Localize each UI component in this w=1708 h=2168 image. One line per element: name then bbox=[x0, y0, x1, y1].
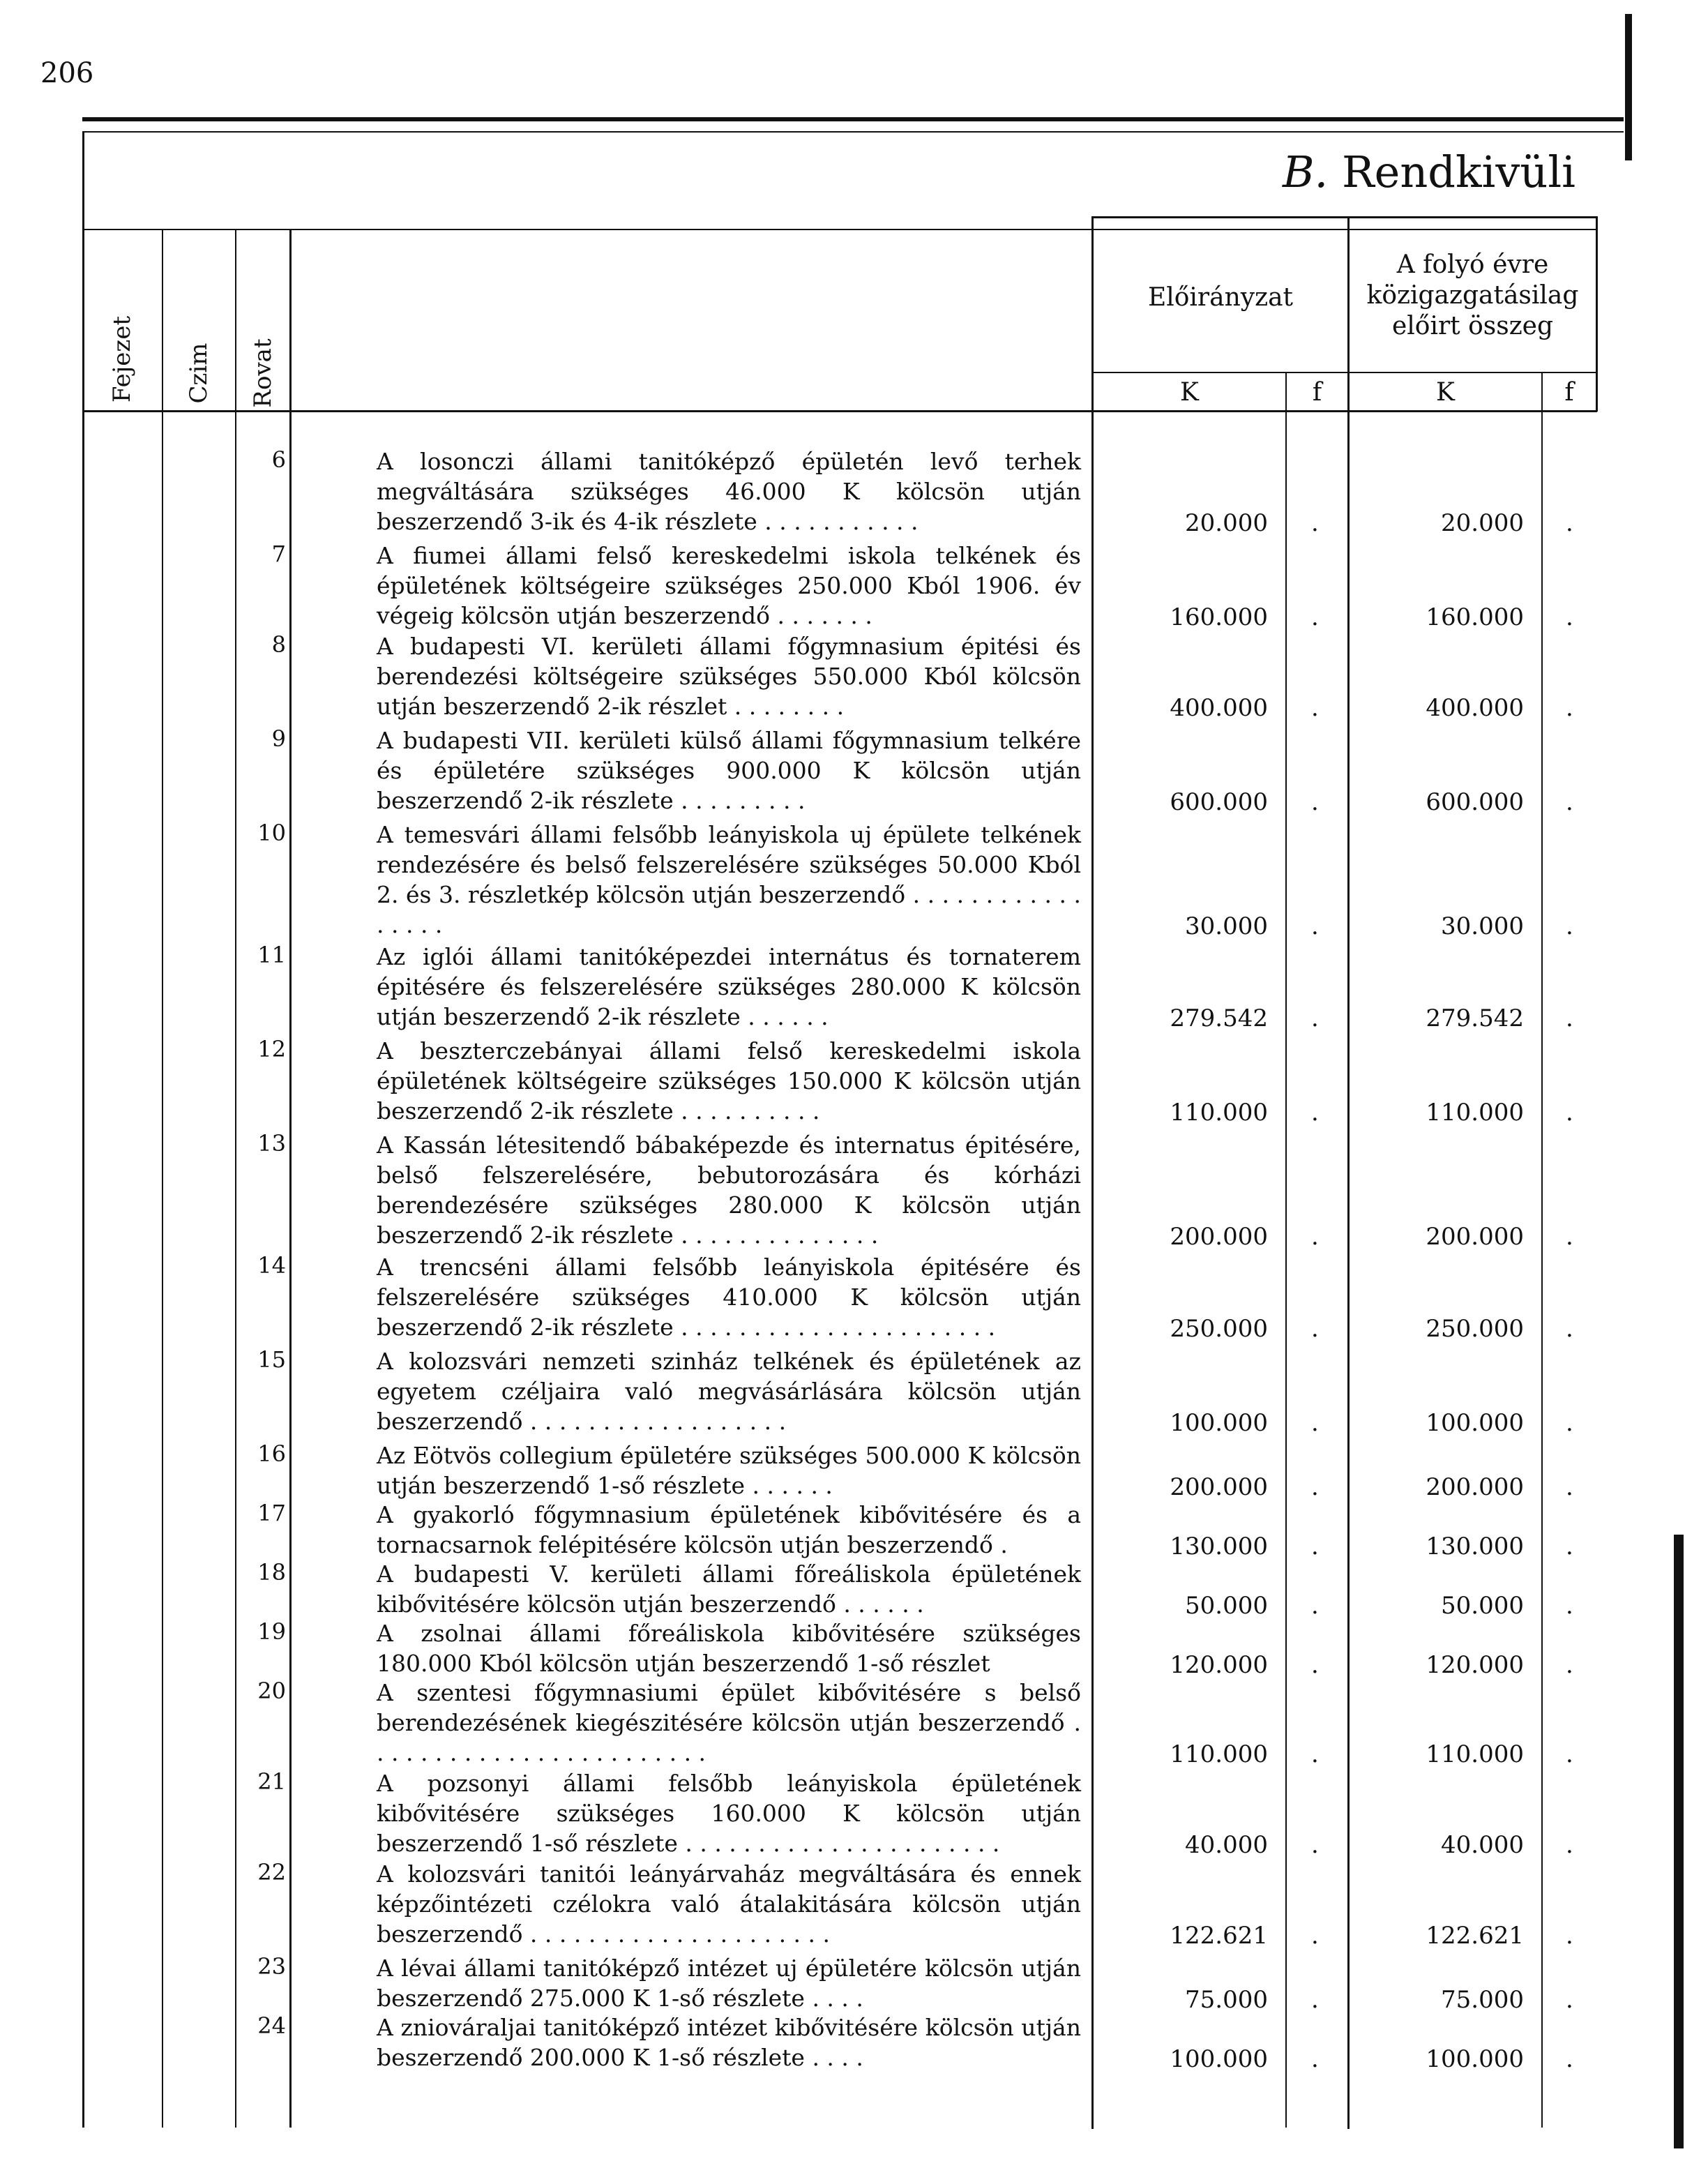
amount-eloiranyzat: 279.542 bbox=[1170, 1004, 1268, 1032]
filler-eloirt: . bbox=[1566, 788, 1573, 816]
amount-eloirt: 160.000 bbox=[1426, 603, 1524, 631]
row-description: A losonczi állami tanitóképző épületén levő terhek megváltására szükséges 46.000 K kölcsön utján beszerzendő 3-ik és 4-ik részlete . . . . . . . . . . . bbox=[377, 448, 1081, 535]
row-number: 7 bbox=[271, 541, 286, 567]
amount-eloiranyzat: 75.000 bbox=[1185, 1986, 1268, 2014]
filler-eloiranyzat: . bbox=[1311, 1986, 1319, 2014]
amount-eloirt: 30.000 bbox=[1441, 912, 1524, 940]
amount-eloirt: 100.000 bbox=[1426, 1409, 1524, 1437]
amount-eloirt: 120.000 bbox=[1426, 1651, 1524, 1679]
filler-eloirt: . bbox=[1566, 1315, 1573, 1343]
amount-eloirt: 250.000 bbox=[1426, 1315, 1524, 1343]
amount-eloiranyzat: 20.000 bbox=[1185, 509, 1268, 537]
page-number: 206 bbox=[40, 57, 94, 89]
filler-eloirt: . bbox=[1566, 1831, 1573, 1859]
amount-eloiranyzat: 30.000 bbox=[1185, 912, 1268, 940]
row-description: A lévai állami tanitóképző intézet uj épületére kölcsön utján beszerzendő 275.000 K 1-ső részlete . . . . bbox=[377, 1955, 1081, 2012]
row-description: A pozsonyi állami felsőbb leányiskola épületének kibővitésére szükséges 160.000 K kölcsön utján beszerzendő 1-ső részlete . . . . . . . . . . . . . . . . . . . . . . bbox=[377, 1770, 1081, 1857]
header-f2: f bbox=[1564, 378, 1574, 407]
row-description: A temesvári állami felsőbb leányiskola uj épülete telkének rendezésére és belső felszerelésére szükséges 50.000 Kból 2. és 3. részletkép kölcsön utján beszerzendő . . . . . . . . . . . . . . . . . bbox=[377, 821, 1081, 938]
amount-eloirt: 130.000 bbox=[1426, 1533, 1524, 1560]
amount-eloiranyzat: 110.000 bbox=[1170, 1099, 1268, 1127]
row-number: 17 bbox=[257, 1500, 286, 1526]
row-number: 23 bbox=[257, 1953, 286, 1980]
row-description: A gyakorló főgymnasium épületének kibővitésére és a tornacsarnok felépitésére kölcsön utján beszerzendő . bbox=[377, 1501, 1081, 1558]
row-description: A szentesi főgymnasiumi épület kibővitésére s belső berendezésének kiegészitésére kölcsön utján beszerzendő . . . . . . . . . . . . . . . . . . . . . . . . bbox=[377, 1679, 1081, 1766]
filler-eloiranyzat: . bbox=[1311, 1473, 1319, 1501]
row-description: A kolozsvári nemzeti szinház telkének és épületének az egyetem czéljaira való megvásárlására kölcsön utján beszerzendő . . . . . . . . . . . . . . . . . . bbox=[377, 1348, 1081, 1435]
amount-frame-right bbox=[1596, 216, 1598, 412]
amount-eloirt: 600.000 bbox=[1426, 788, 1524, 816]
header-rovat: Rovat bbox=[249, 338, 277, 408]
amount-eloirt: 279.542 bbox=[1426, 1004, 1524, 1032]
filler-eloiranyzat: . bbox=[1311, 788, 1319, 816]
col-line-f2 bbox=[1541, 373, 1543, 2128]
row-number: 15 bbox=[257, 1346, 286, 1373]
row-description: A beszterczebányai állami felső kereskedelmi iskola épületének költségeire szükséges 150.000 K kölcsön utján beszerzendő 2-ik részlete . . . . . . . . . . bbox=[377, 1037, 1081, 1124]
amount-eloirt: 110.000 bbox=[1426, 1740, 1524, 1768]
row-description: Az iglói állami tanitóképezdei internátus és tornaterem épitésére és felszerelésére szükséges 280.000 K kölcsön utján beszerzendő 2-ik részlete . . . . . . bbox=[377, 943, 1081, 1030]
amount-eloirt: 122.621 bbox=[1426, 1922, 1524, 1950]
col-line-fejezet bbox=[162, 230, 163, 2128]
row-number: 14 bbox=[257, 1252, 286, 1279]
amount-eloiranyzat: 50.000 bbox=[1185, 1592, 1268, 1620]
amount-eloiranyzat: 122.621 bbox=[1170, 1922, 1268, 1950]
filler-eloiranyzat: . bbox=[1311, 1409, 1319, 1437]
filler-eloirt: . bbox=[1566, 1986, 1573, 2014]
filler-eloirt: . bbox=[1566, 1740, 1573, 1768]
amount-eloirt: 40.000 bbox=[1441, 1831, 1524, 1859]
row-description: A budapesti VI. kerületi állami főgymnasium épitési és berendezési költségeire szükséges 550.000 Kból kölcsön utján beszerzendő 2-ik részlet . . . . . . . . bbox=[377, 633, 1081, 720]
header-k2: K bbox=[1436, 378, 1455, 407]
header-k1: K bbox=[1180, 378, 1199, 407]
row-number: 6 bbox=[271, 446, 286, 473]
row-description: A kolozsvári tanitói leányárvaház megváltására és ennek képzőintézeti czélokra való átalakitására kölcsön utján beszerzendő . . . . . . . . . . . . . . . . . . . . . bbox=[377, 1860, 1081, 1948]
filler-eloiranyzat: . bbox=[1311, 1922, 1319, 1950]
col-line-f1 bbox=[1285, 373, 1287, 2128]
section-title bbox=[1283, 146, 1575, 197]
filler-eloiranyzat: . bbox=[1311, 1004, 1319, 1032]
row-description: Az Eötvös collegium épületére szükséges 500.000 K kölcsön utján beszerzendő 1-ső részlete . . . . . . bbox=[377, 1442, 1081, 1499]
amount-eloirt: 50.000 bbox=[1441, 1592, 1524, 1620]
amount-eloiranyzat: 120.000 bbox=[1170, 1651, 1268, 1679]
right-edge-rule-lower bbox=[1674, 1535, 1684, 2148]
amount-eloiranyzat: 160.000 bbox=[1170, 603, 1268, 631]
row-description: A fiumei állami felső kereskedelmi iskola telkének és épületének költségeire szükséges 250.000 Kból 1906. év végeig kölcsön utján beszerzendő . . . . . . . bbox=[377, 542, 1081, 629]
filler-eloirt: . bbox=[1566, 603, 1573, 631]
header-folyo-evre-line2: közigazgatásilag bbox=[1366, 281, 1579, 310]
amount-eloiranyzat: 400.000 bbox=[1170, 694, 1268, 722]
amount-eloiranyzat: 100.000 bbox=[1170, 1409, 1268, 1437]
amount-eloirt: 75.000 bbox=[1441, 1986, 1524, 2014]
filler-eloiranyzat: . bbox=[1311, 912, 1319, 940]
amount-eloirt: 200.000 bbox=[1426, 1223, 1524, 1251]
row-description: A zniováraljai tanitóképző intézet kibővitésére kölcsön utján beszerzendő 200.000 K 1-ső részlete . . . . bbox=[377, 2014, 1081, 2071]
filler-eloiranyzat: . bbox=[1311, 1099, 1319, 1127]
row-number: 13 bbox=[257, 1130, 286, 1157]
left-frame bbox=[82, 133, 84, 2128]
filler-eloiranyzat: . bbox=[1311, 694, 1319, 722]
filler-eloiranyzat: . bbox=[1311, 603, 1319, 631]
row-number: 11 bbox=[257, 942, 286, 968]
filler-eloirt: . bbox=[1566, 1651, 1573, 1679]
header-folyo-evre-line3: előirt összeg bbox=[1391, 312, 1554, 340]
amount-eloirt: 200.000 bbox=[1426, 1473, 1524, 1501]
header-f1: f bbox=[1312, 378, 1322, 407]
row-description: A trencséni állami felsőbb leányiskola épitésére és felszerelésére szükséges 410.000 K kölcsön utján beszerzendő 2-ik részlete . . . . . . . . . . . . . . . . . . . . . . bbox=[377, 1254, 1081, 1341]
amount-frame-top bbox=[1091, 216, 1597, 218]
row-description: A budapesti VII. kerületi külső állami főgymnasium telkére és épületére szükséges 900.000 K kölcsön utján beszerzendő 2-ik részlete . . . . . . . . . bbox=[377, 727, 1081, 814]
header-eloiranyzat: Előirányzat bbox=[1147, 283, 1294, 312]
col-line-rovat bbox=[289, 230, 292, 2128]
row-number: 9 bbox=[271, 725, 286, 752]
amount-eloirt: 400.000 bbox=[1426, 694, 1524, 722]
filler-eloiranyzat: . bbox=[1311, 1533, 1319, 1560]
filler-eloirt: . bbox=[1566, 1922, 1573, 1950]
row-number: 18 bbox=[257, 1559, 286, 1586]
row-number: 19 bbox=[257, 1618, 286, 1645]
filler-eloiranyzat: . bbox=[1311, 1831, 1319, 1859]
filler-eloirt: . bbox=[1566, 912, 1573, 940]
row-description: A Kassán létesitendő bábaképezde és internatus épitésére, belső felszerelésére, bebutorozására és kórházi berendezésére szükséges 280.000 K kölcsön utján beszerzendő 2-ik részlete . . . . . . . . . . . . . . bbox=[377, 1131, 1081, 1249]
amount-eloirt: 100.000 bbox=[1426, 2045, 1524, 2073]
header-sub-rule bbox=[1091, 372, 1597, 373]
row-number: 8 bbox=[271, 631, 286, 658]
row-number: 16 bbox=[257, 1440, 286, 1467]
row-number: 22 bbox=[257, 1859, 286, 1885]
filler-eloirt: . bbox=[1566, 1099, 1573, 1127]
filler-eloiranyzat: . bbox=[1311, 1651, 1319, 1679]
filler-eloiranyzat: . bbox=[1311, 2045, 1319, 2073]
row-number: 24 bbox=[257, 2012, 286, 2039]
filler-eloirt: . bbox=[1566, 1409, 1573, 1437]
header-folyo-evre-line1: A folyó évre bbox=[1396, 250, 1549, 279]
row-description: A budapesti V. kerületi állami főreáliskola épületének kibővitésére kölcsön utján beszerzendő . . . . . . bbox=[377, 1560, 1081, 1618]
top-rule bbox=[82, 117, 1624, 121]
filler-eloiranyzat: . bbox=[1311, 1740, 1319, 1768]
filler-eloirt: . bbox=[1566, 509, 1573, 537]
amount-eloirt: 20.000 bbox=[1441, 509, 1524, 537]
top-rule-thin bbox=[82, 131, 1624, 133]
amount-eloiranyzat: 600.000 bbox=[1170, 788, 1268, 816]
amount-eloiranyzat: 200.000 bbox=[1170, 1223, 1268, 1251]
amount-frame-left bbox=[1091, 218, 1094, 2129]
amount-eloiranyzat: 130.000 bbox=[1170, 1533, 1268, 1560]
amount-eloiranyzat: 200.000 bbox=[1170, 1473, 1268, 1501]
header-bottom-rule bbox=[82, 410, 1597, 412]
section-word: Rendkivüli bbox=[1341, 146, 1575, 197]
filler-eloirt: . bbox=[1566, 1223, 1573, 1251]
header-fejezet: Fejezet bbox=[108, 315, 136, 403]
row-number: 12 bbox=[257, 1036, 286, 1062]
header-folyo-evre bbox=[1350, 250, 1596, 342]
filler-eloirt: . bbox=[1566, 2045, 1573, 2073]
filler-eloirt: . bbox=[1566, 694, 1573, 722]
row-number: 10 bbox=[257, 820, 286, 846]
header-czim: Czim bbox=[185, 342, 213, 404]
row-number: 20 bbox=[257, 1678, 286, 1704]
filler-eloirt: . bbox=[1566, 1592, 1573, 1620]
amount-eloiranyzat: 40.000 bbox=[1185, 1831, 1268, 1859]
row-number: 21 bbox=[257, 1768, 286, 1795]
amount-eloiranyzat: 110.000 bbox=[1170, 1740, 1268, 1768]
filler-eloirt: . bbox=[1566, 1473, 1573, 1501]
filler-eloirt: . bbox=[1566, 1533, 1573, 1560]
amount-eloiranyzat: 250.000 bbox=[1170, 1315, 1268, 1343]
col-line-czim bbox=[235, 230, 236, 2128]
right-edge-rule bbox=[1625, 14, 1632, 160]
filler-eloiranyzat: . bbox=[1311, 1592, 1319, 1620]
amount-eloiranyzat: 100.000 bbox=[1170, 2045, 1268, 2073]
section-letter: B. bbox=[1282, 146, 1329, 197]
filler-eloiranyzat: . bbox=[1311, 509, 1319, 537]
amount-eloirt: 110.000 bbox=[1426, 1099, 1524, 1127]
filler-eloiranyzat: . bbox=[1311, 1315, 1319, 1343]
filler-eloirt: . bbox=[1566, 1004, 1573, 1032]
row-description: A zsolnai állami főreáliskola kibővitésére szükséges 180.000 Kból kölcsön utján beszerzendő 1-ső részlet bbox=[377, 1620, 1081, 1677]
filler-eloiranyzat: . bbox=[1311, 1223, 1319, 1251]
header-top-rule bbox=[82, 229, 1596, 230]
